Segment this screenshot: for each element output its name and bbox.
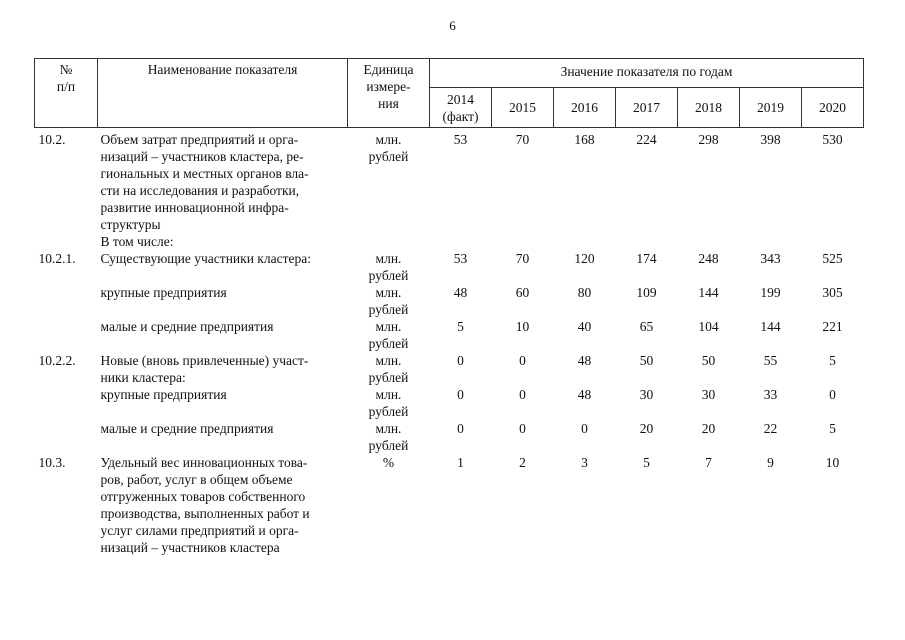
row-indicator-name: Объем затрат предприятий и орга- низаций – участников кластера, ре- гиональных и местных органов вла- сти на исследования и разработки, развитие инновационной инфра- структуры bbox=[100, 132, 309, 232]
row-value-5 bbox=[740, 233, 802, 250]
row-indicator-name: малые и средние предприятия bbox=[100, 421, 274, 436]
row-number bbox=[35, 233, 98, 250]
row-value-4: 248 bbox=[698, 251, 719, 266]
row-value-5: 398 bbox=[760, 132, 781, 147]
row-unit: млн. рублей bbox=[368, 132, 409, 164]
row-unit: млн. рублей bbox=[368, 285, 409, 317]
row-value-0: 0 bbox=[457, 421, 464, 436]
header-indicator-name: Наименование показателя bbox=[98, 59, 348, 128]
row-value-5: 144 bbox=[760, 319, 781, 334]
row-value-3: 50 bbox=[639, 353, 654, 368]
row-number bbox=[35, 318, 98, 352]
row-value-4 bbox=[678, 233, 740, 250]
page-number: 6 bbox=[449, 18, 456, 33]
header-year-0: 2014 (факт) bbox=[430, 88, 492, 128]
row-indicator-name: крупные предприятия bbox=[100, 285, 227, 300]
row-value-6: 10 bbox=[825, 455, 840, 470]
header-year-3: 2017 bbox=[616, 88, 678, 128]
row-value-5: 343 bbox=[760, 251, 781, 266]
table-header bbox=[35, 59, 864, 128]
row-value-2: 48 bbox=[577, 387, 592, 402]
table-row bbox=[35, 250, 864, 284]
row-value-1: 60 bbox=[515, 285, 530, 300]
row-value-4: 7 bbox=[705, 455, 712, 470]
header-year-5: 2019 bbox=[740, 88, 802, 128]
row-value-6: 221 bbox=[822, 319, 843, 334]
row-number: 10.3. bbox=[38, 455, 66, 470]
row-value-5: 9 bbox=[767, 455, 774, 470]
row-value-6: 525 bbox=[822, 251, 843, 266]
row-value-4: 20 bbox=[701, 421, 716, 436]
row-value-3: 109 bbox=[636, 285, 657, 300]
row-value-6: 305 bbox=[822, 285, 843, 300]
row-indicator-name: крупные предприятия bbox=[100, 387, 227, 402]
header-year-1: 2015 bbox=[492, 88, 554, 128]
row-unit: млн. рублей bbox=[368, 387, 409, 419]
row-value-0 bbox=[430, 233, 492, 250]
row-value-2: 40 bbox=[577, 319, 592, 334]
row-value-3: 65 bbox=[639, 319, 654, 334]
row-value-1: 70 bbox=[515, 132, 530, 147]
row-number bbox=[35, 420, 98, 454]
row-value-6: 0 bbox=[829, 387, 836, 402]
row-value-6: 5 bbox=[829, 421, 836, 436]
table-row bbox=[35, 318, 864, 352]
row-value-4: 104 bbox=[698, 319, 719, 334]
row-number: 10.2.2. bbox=[38, 353, 76, 368]
row-value-5: 199 bbox=[760, 285, 781, 300]
row-value-3: 30 bbox=[639, 387, 654, 402]
row-value-2: 80 bbox=[577, 285, 592, 300]
table-row bbox=[35, 420, 864, 454]
row-value-2: 120 bbox=[574, 251, 595, 266]
header-values-by-year: Значение показателя по годам bbox=[430, 59, 864, 88]
row-value-2: 3 bbox=[581, 455, 588, 470]
header-year-6: 2020 bbox=[802, 88, 864, 128]
row-unit bbox=[348, 233, 430, 250]
indicators-table bbox=[34, 58, 864, 556]
header-year-4: 2018 bbox=[678, 88, 740, 128]
row-indicator-name: В том числе: bbox=[100, 234, 174, 249]
table-row bbox=[35, 233, 864, 250]
row-value-1: 2 bbox=[519, 455, 526, 470]
row-value-3: 20 bbox=[639, 421, 654, 436]
row-unit: млн. рублей bbox=[368, 421, 409, 453]
header-year-2: 2016 bbox=[554, 88, 616, 128]
row-value-4: 144 bbox=[698, 285, 719, 300]
row-value-1: 70 bbox=[515, 251, 530, 266]
table-row bbox=[35, 128, 864, 234]
row-value-0: 53 bbox=[453, 251, 468, 266]
row-value-2: 0 bbox=[581, 421, 588, 436]
row-value-1: 0 bbox=[519, 387, 526, 402]
row-value-6 bbox=[802, 233, 864, 250]
row-number bbox=[35, 386, 98, 420]
row-value-4: 298 bbox=[698, 132, 719, 147]
table-row bbox=[35, 284, 864, 318]
header-unit: Единица измере- ния bbox=[348, 59, 430, 128]
row-unit: млн. рублей bbox=[368, 319, 409, 351]
row-indicator-name: Существующие участники кластера: bbox=[100, 251, 311, 266]
header-number: № п/п bbox=[35, 59, 98, 128]
row-value-6: 5 bbox=[829, 353, 836, 368]
row-number bbox=[35, 284, 98, 318]
row-value-1 bbox=[492, 233, 554, 250]
row-value-1: 0 bbox=[519, 353, 526, 368]
row-value-2: 48 bbox=[577, 353, 592, 368]
row-unit: млн. рублей bbox=[368, 251, 409, 283]
row-indicator-name: Новые (вновь привлеченные) участ- ники кластера: bbox=[100, 353, 309, 385]
row-value-5: 55 bbox=[763, 353, 778, 368]
row-value-1: 10 bbox=[515, 319, 530, 334]
row-indicator-name: Удельный вес инновационных това- ров, работ, услуг в общем объеме отгруженных товаров собственного производства, выполненных работ и услуг силами предприятий и орга- низаций – участников кластера bbox=[100, 455, 310, 555]
row-value-0: 1 bbox=[457, 455, 464, 470]
row-value-0: 0 bbox=[457, 353, 464, 368]
row-value-2 bbox=[554, 233, 616, 250]
row-value-1: 0 bbox=[519, 421, 526, 436]
row-value-5: 22 bbox=[763, 421, 778, 436]
row-value-3 bbox=[616, 233, 678, 250]
table-row bbox=[35, 454, 864, 556]
row-indicator-name: малые и средние предприятия bbox=[100, 319, 274, 334]
row-value-5: 33 bbox=[763, 387, 778, 402]
row-value-0: 48 bbox=[453, 285, 468, 300]
row-value-4: 50 bbox=[701, 353, 716, 368]
row-number: 10.2.1. bbox=[38, 251, 76, 266]
row-unit: % bbox=[382, 455, 395, 470]
row-value-3: 174 bbox=[636, 251, 657, 266]
row-value-3: 224 bbox=[636, 132, 657, 147]
row-value-0: 0 bbox=[457, 387, 464, 402]
row-unit: млн. рублей bbox=[368, 353, 409, 385]
row-value-2: 168 bbox=[574, 132, 595, 147]
table-row bbox=[35, 386, 864, 420]
table-body bbox=[35, 128, 864, 557]
row-number: 10.2. bbox=[38, 132, 66, 147]
row-value-3: 5 bbox=[643, 455, 650, 470]
row-value-4: 30 bbox=[701, 387, 716, 402]
table-row bbox=[35, 352, 864, 386]
row-value-0: 5 bbox=[457, 319, 464, 334]
row-value-0: 53 bbox=[453, 132, 468, 147]
row-value-6: 530 bbox=[822, 132, 843, 147]
